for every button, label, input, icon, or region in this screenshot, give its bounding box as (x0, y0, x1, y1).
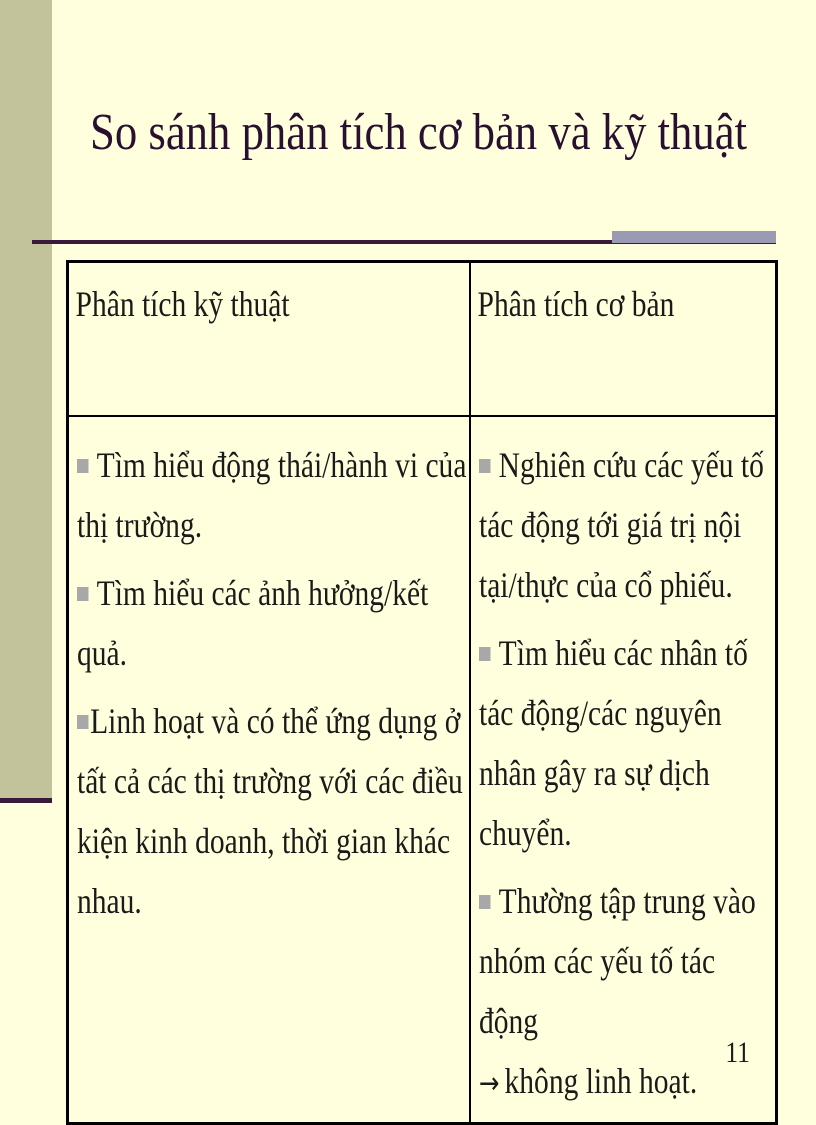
list-item-text: Linh hoạt và có thể ứng dụng ở tất cả các thị trường với các điều kiện kinh doanh, thời gian khác nhau. (77, 701, 463, 921)
gray-square-bullet-icon (479, 647, 490, 661)
list-item-text: Tìm hiểu động thái/hành vi của thị trường. (77, 445, 467, 545)
gray-square-bullet-icon (479, 459, 490, 473)
conclusion-text: không linh hoạt. (504, 1061, 697, 1101)
list-item-text: Tìm hiểu các ảnh hưởng/kết quả. (77, 573, 429, 673)
header-fundamental-label: Phân tích cơ bản (477, 284, 674, 324)
title-accent-bar (612, 231, 776, 243)
list-item-text: Tìm hiểu các nhân tố tác động/các nguyên nhân gây ra sự dịch chuyển. (478, 633, 748, 853)
list-item (77, 435, 469, 555)
list-item (77, 691, 469, 931)
gray-square-bullet-icon (77, 459, 88, 473)
comparison-table (66, 260, 778, 1125)
list-item-text: Nghiên cứu các yếu tố tác động tới giá trị nội tại/thực của cổ phiếu. (478, 445, 764, 605)
list-item (479, 871, 776, 1114)
right-arrow-icon: → (478, 1066, 500, 1101)
table-header-row (68, 262, 777, 417)
header-fundamental-analysis (470, 262, 777, 417)
gray-square-bullet-icon (77, 587, 88, 601)
fundamental-analysis-cell (470, 416, 777, 1124)
left-band-rule (0, 798, 52, 803)
technical-analysis-cell (68, 416, 470, 1124)
header-technical-analysis (68, 262, 470, 417)
slide-title: So sánh phân tích cơ bản và kỹ thuật (90, 104, 748, 161)
list-item (77, 563, 469, 683)
gray-square-bullet-icon (77, 715, 88, 729)
slide-number: 11 (725, 1036, 750, 1069)
left-decorative-band (0, 0, 52, 798)
table-body-row (68, 416, 777, 1124)
list-item (479, 623, 776, 863)
gray-square-bullet-icon (479, 895, 490, 909)
header-technical-label: Phân tích kỹ thuật (75, 284, 290, 324)
list-item-text: Thường tập trung vào nhóm các yếu tố tác động (478, 881, 756, 1041)
list-item (479, 435, 776, 615)
